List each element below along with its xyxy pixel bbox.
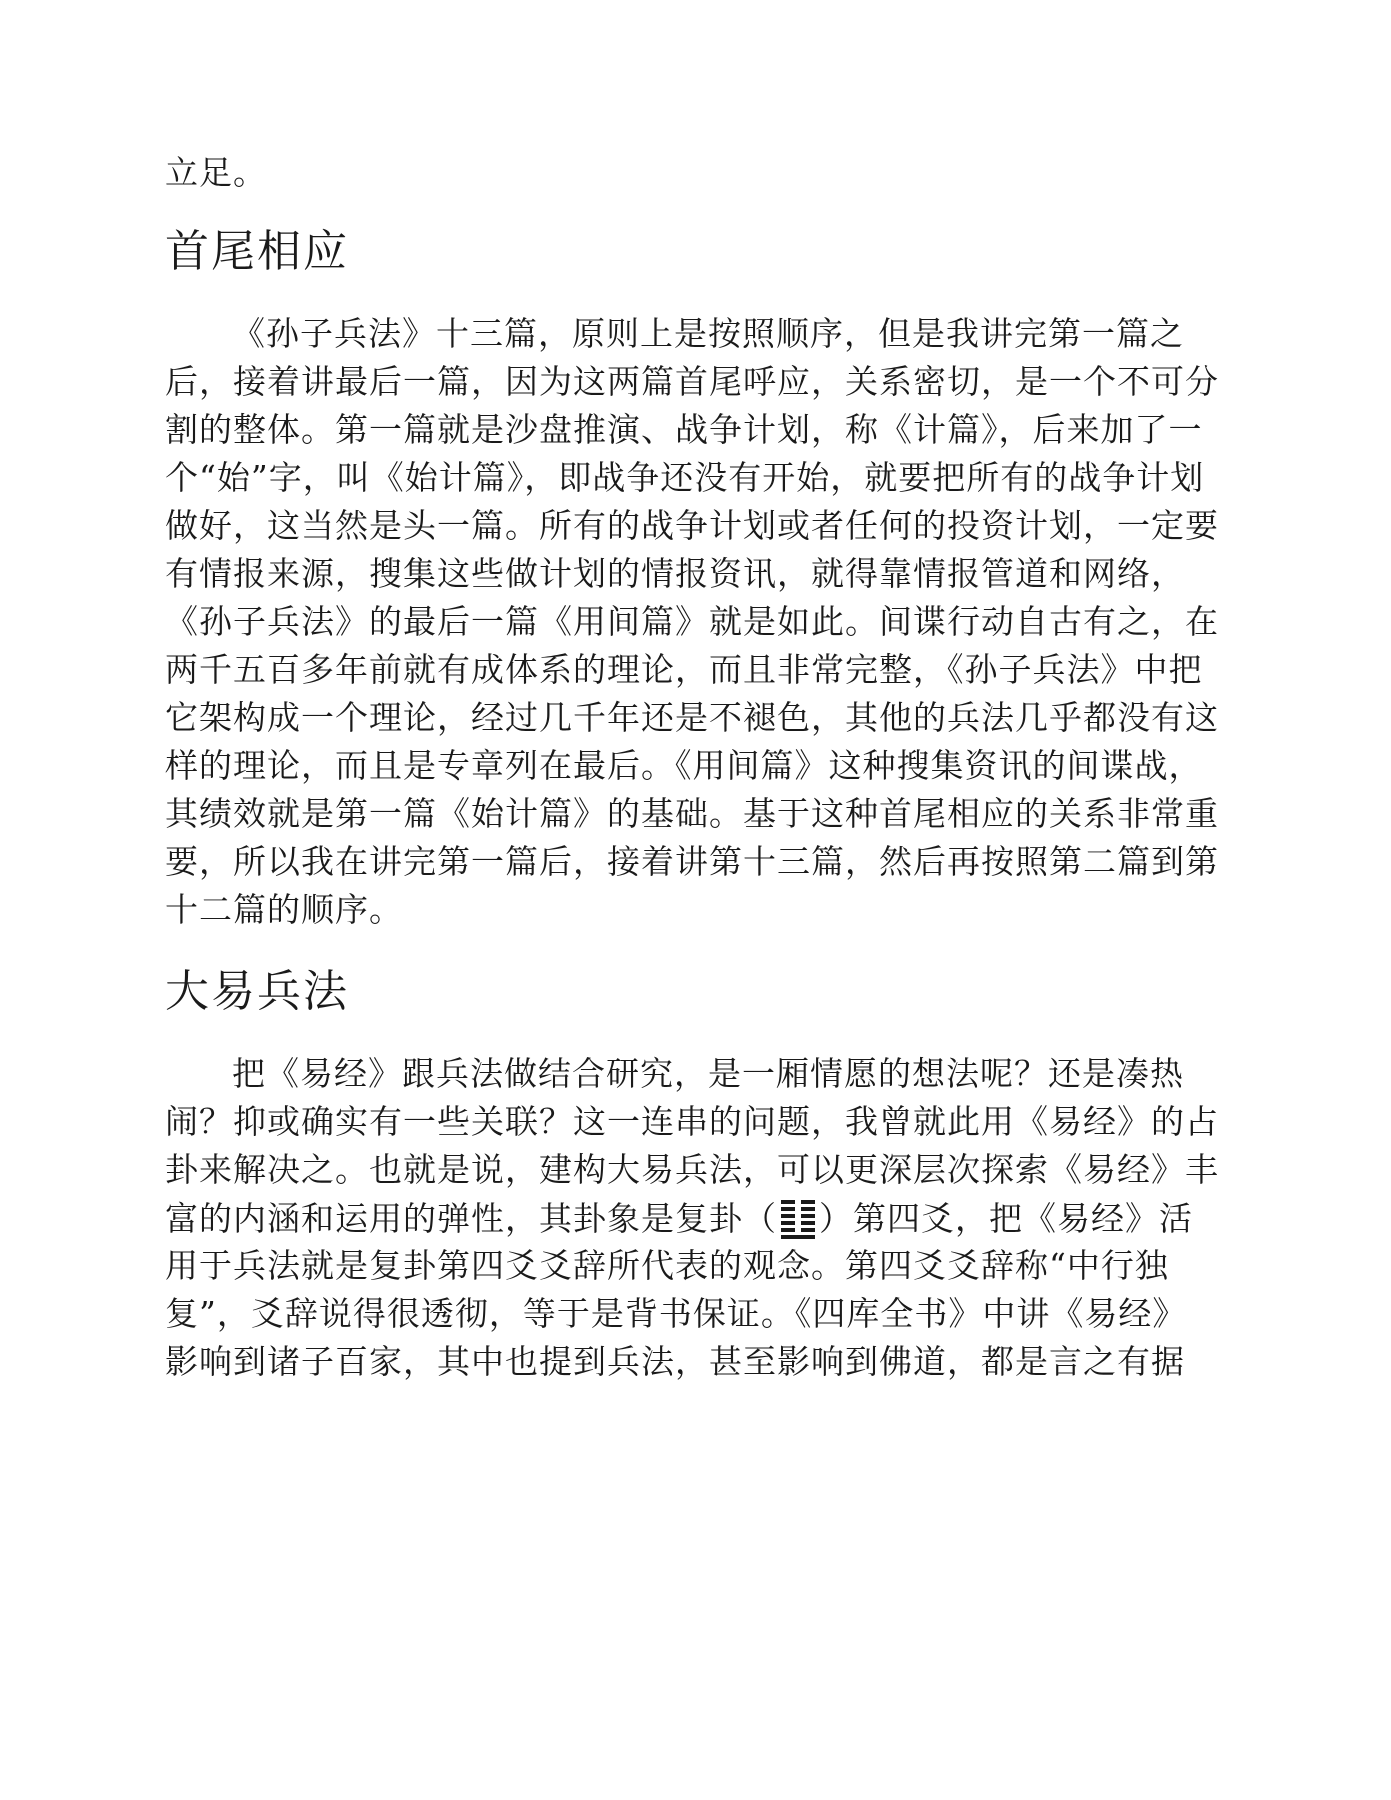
paragraph-line: 割的整体。第一篇就是沙盘推演、战争计划，称《计篇》，后来加了一 xyxy=(165,410,1203,449)
paragraph-line: 十二篇的顺序。 xyxy=(165,890,403,929)
continuation-text: 立足。 xyxy=(165,153,267,192)
paragraph-line: 把《易经》跟兵法做结合研究，是一厢情愿的想法呢？还是凑热 xyxy=(232,1054,1184,1093)
paragraph-line: 有情报来源，搜集这些做计划的情报资讯，就得靠情报管道和网络， xyxy=(165,554,1185,593)
paragraph-line: 做好，这当然是头一篇。所有的战争计划或者任何的投资计划，一定要 xyxy=(165,506,1219,545)
paragraph-line: 用于兵法就是复卦第四爻爻辞所代表的观念。第四爻爻辞称“中行独 xyxy=(165,1246,1169,1285)
hexagram-line-after: ）第四爻，把《易经》活 xyxy=(819,1199,1193,1238)
paragraph-line: 《孙子兵法》的最后一篇《用间篇》就是如此。间谍行动自古有之，在 xyxy=(165,602,1219,641)
paragraph-line: 后，接着讲最后一篇，因为这两篇首尾呼应，关系密切，是一个不可分 xyxy=(165,362,1219,401)
paragraph-line-with-hexagram xyxy=(165,1198,1193,1240)
section-heading-dayi: 大易兵法 xyxy=(165,966,349,1017)
paragraph-line: 个“始”字，叫《始计篇》，即战争还没有开始，就要把所有的战争计划 xyxy=(165,458,1205,497)
fu-hexagram-icon xyxy=(781,1198,815,1240)
paragraph-line: 影响到诸子百家，其中也提到兵法，甚至影响到佛道，都是言之有据 xyxy=(165,1342,1185,1381)
paragraph-line: 要，所以我在讲完第一篇后，接着讲第十三篇，然后再按照第二篇到第 xyxy=(165,842,1219,881)
paragraph-line: 闹？抑或确实有一些关联？这一连串的问题，我曾就此用《易经》的占 xyxy=(165,1102,1219,1141)
paragraph-line: 《孙子兵法》十三篇，原则上是按照顺序，但是我讲完第一篇之 xyxy=(232,314,1184,353)
paragraph-line: 样的理论，而且是专章列在最后。《用间篇》这种搜集资讯的间谍战， xyxy=(165,746,1203,785)
paragraph-line: 复”，爻辞说得很透彻，等于是背书保证。《四库全书》中讲《易经》 xyxy=(165,1294,1187,1333)
paragraph-line: 其绩效就是第一篇《始计篇》的基础。基于这种首尾相应的关系非常重 xyxy=(165,794,1219,833)
hexagram-line-before: 富的内涵和运用的弹性，其卦象是复卦（ xyxy=(165,1199,777,1238)
section-heading-shouwei: 首尾相应 xyxy=(165,226,349,277)
paragraph-line: 卦来解决之。也就是说，建构大易兵法，可以更深层次探索《易经》丰 xyxy=(165,1150,1219,1189)
paragraph-line: 它架构成一个理论，经过几千年还是不褪色，其他的兵法几乎都没有这 xyxy=(165,698,1219,737)
paragraph-line: 两千五百多年前就有成体系的理论，而且非常完整，《孙子兵法》中把 xyxy=(165,650,1203,689)
